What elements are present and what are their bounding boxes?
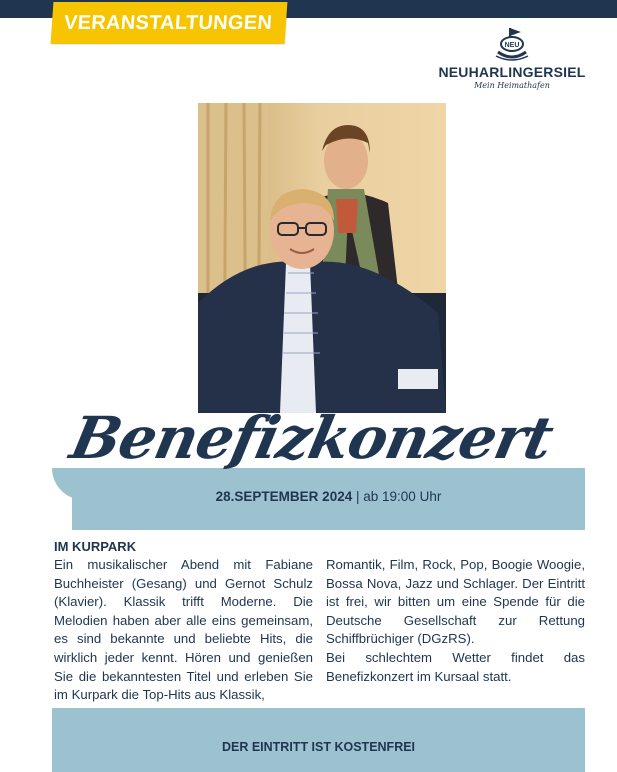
description-left: Ein musikalischer Abend mit Fabiane Buchheister (Gesang) und Gernot Schulz (Klavier). Klassik trifft Moderne. Die Melodien haben aber alle eins gemeinsam, es sind bekannte und beliebte Hits, die wirklich jeder kennt. Hören und genießen Sie die bekanntesten Titel und erleben Sie im Kurpark die Top-Hits aus Klassik, xyxy=(54,557,313,703)
category-badge: VERANSTALTUNGEN xyxy=(51,2,288,44)
event-location: IM KURPARK xyxy=(54,539,137,554)
date-line xyxy=(72,489,585,504)
event-title: Benefizkonzert xyxy=(64,404,559,472)
date-separator: | xyxy=(355,489,360,504)
logo-name: NEUHARLINGERSIEL xyxy=(438,64,586,80)
logo-emblem-text: NEU xyxy=(504,42,520,49)
event-date: 28.SEPTEMBER 2024 xyxy=(215,489,353,504)
description-right: Romantik, Film, Rock, Pop, Boogie Woogie, Bossa Nova, Jazz und Schlager. Der Eintritt ist frei, wir bitten um eine Spende für die Deutsche Gesellschaft zur Rettung Schiffbrüchiger (DGzRS). Bei schlechtem Wetter findet das Benefizkonzert im Kursaal statt. xyxy=(326,557,585,684)
logo-tagline: Mein Heimathafen xyxy=(474,81,550,90)
event-photo xyxy=(198,103,446,413)
logo xyxy=(436,26,588,90)
ship-emblem-icon xyxy=(492,26,532,62)
event-time: ab 19:00 Uhr xyxy=(363,489,442,504)
free-entry-notice: DER EINTRITT IST KOSTENFREI xyxy=(221,740,416,754)
